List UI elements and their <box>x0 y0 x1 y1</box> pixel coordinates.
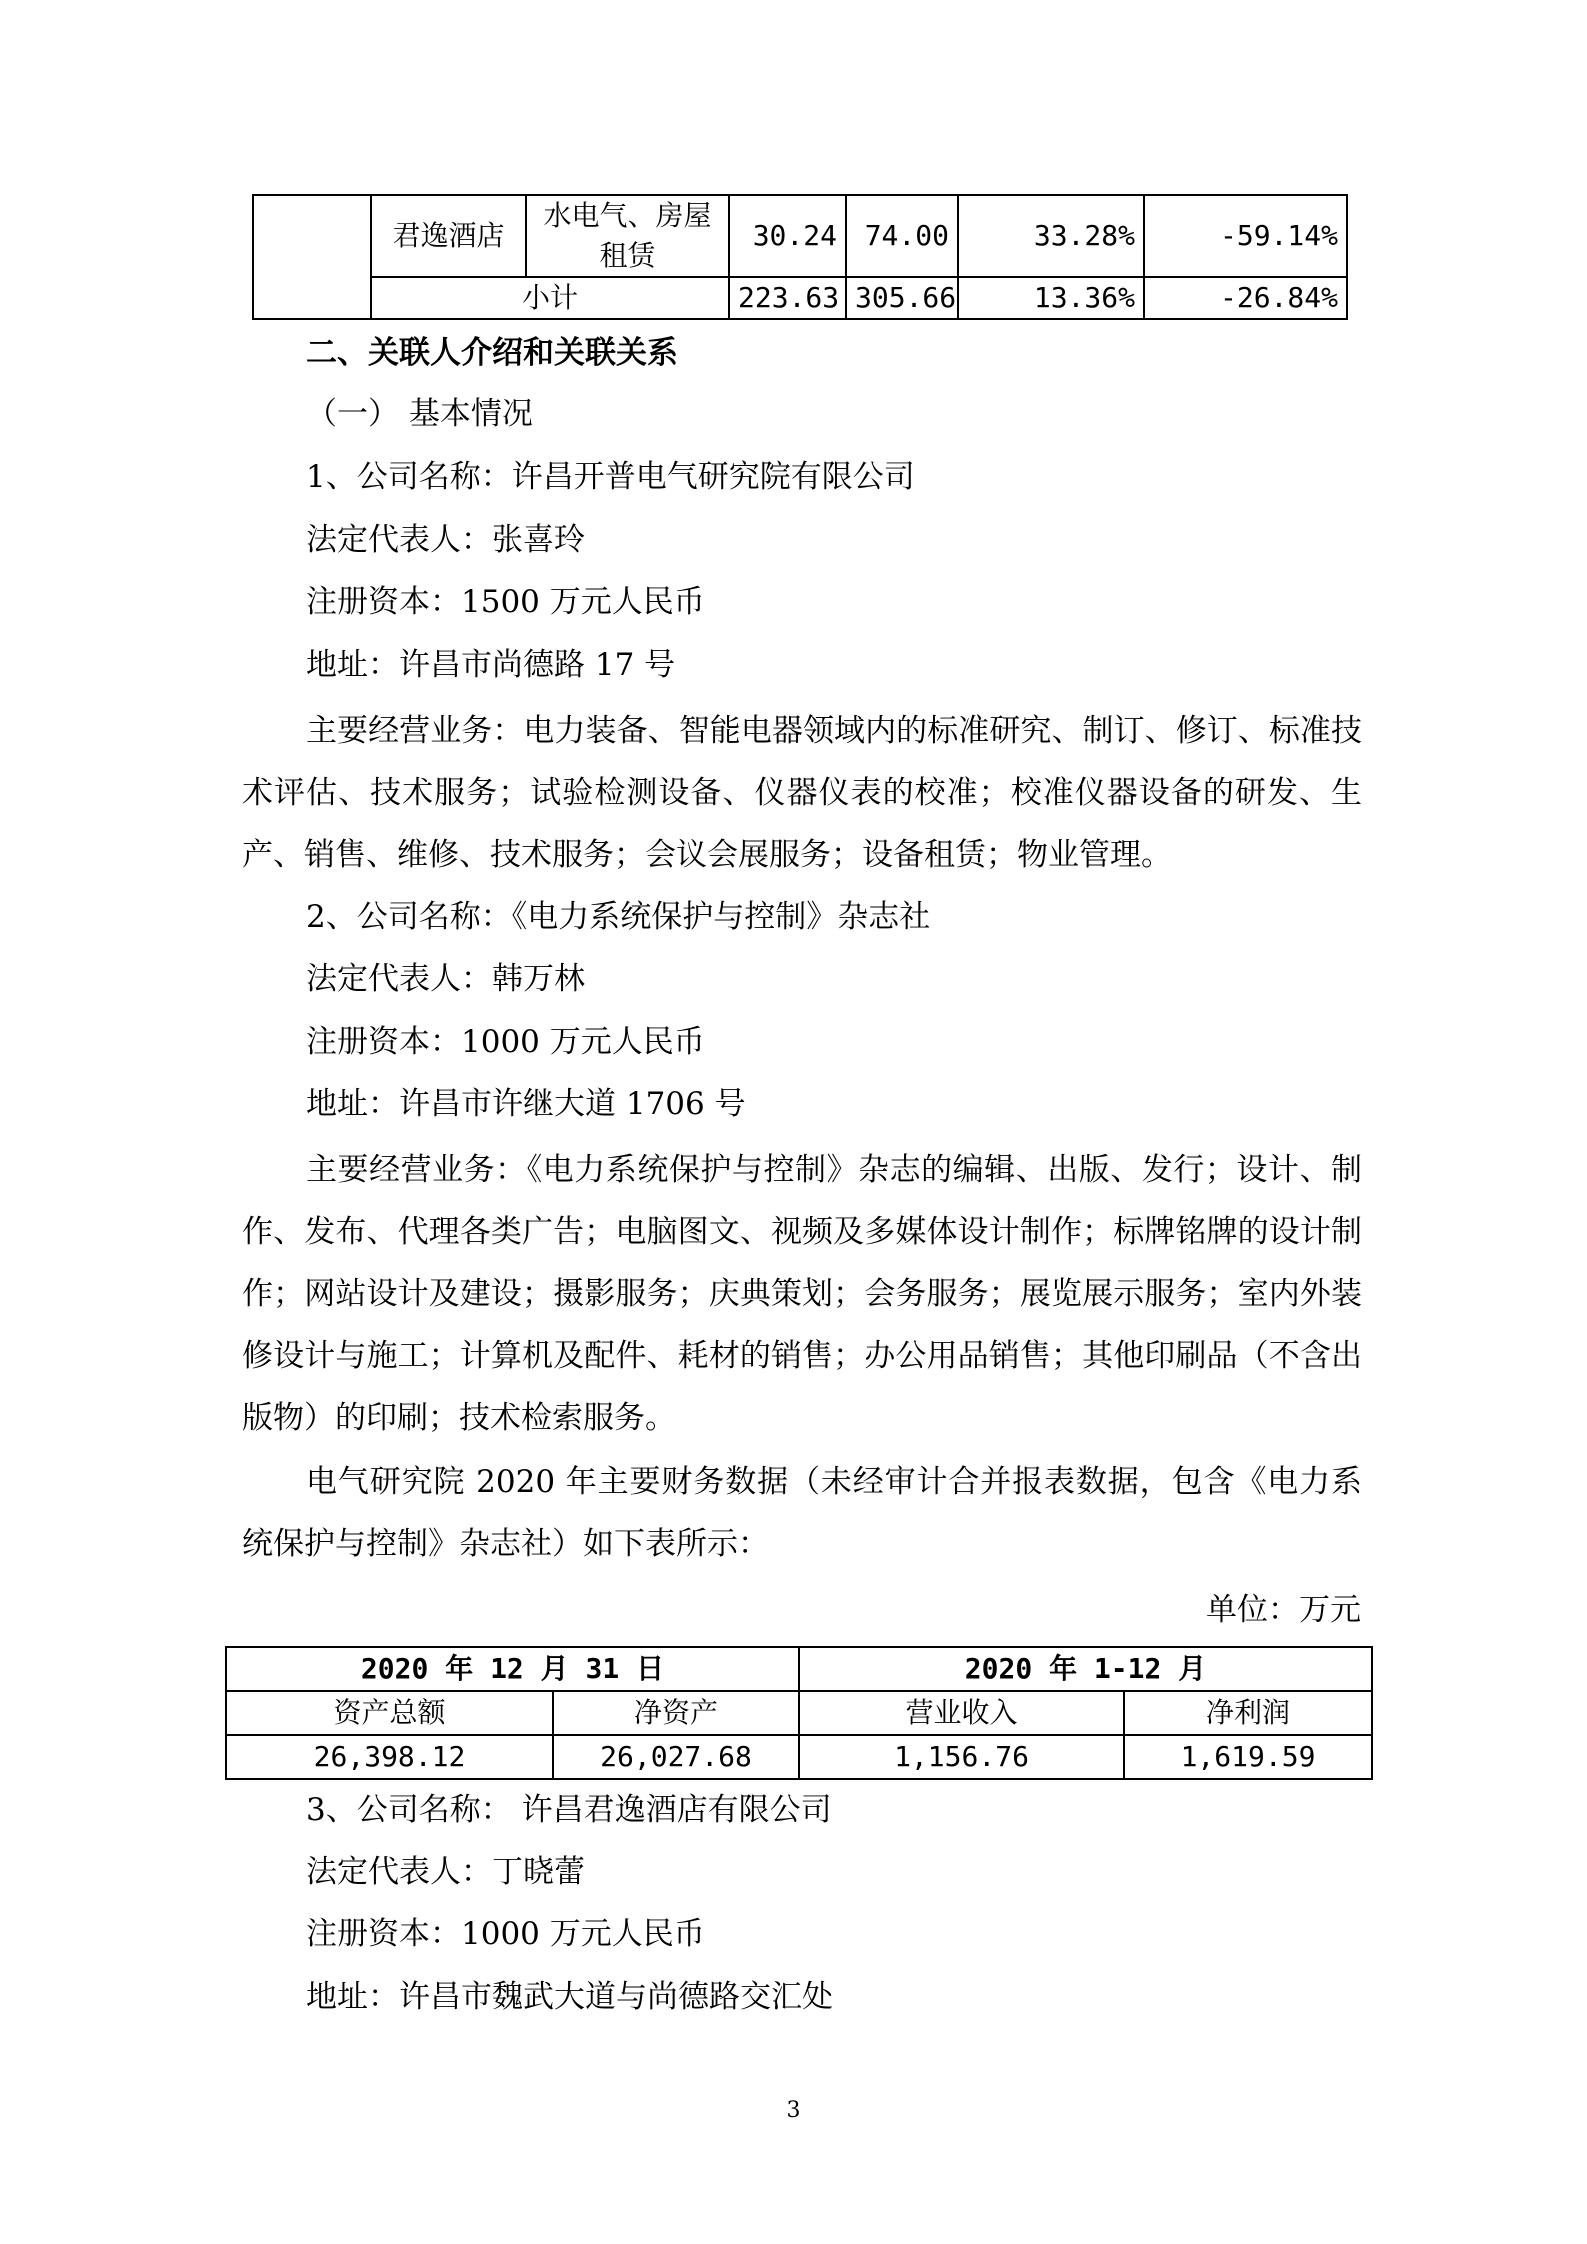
table-row <box>226 1647 1372 1691</box>
table-cell: 1,156.76 <box>799 1735 1124 1779</box>
period-header: 2020 年 12 月 31 日 <box>226 1647 799 1691</box>
table-cell <box>253 195 371 319</box>
table-row <box>226 1735 1372 1779</box>
table-cell: 305.66 <box>846 277 958 319</box>
table-cell: 君逸酒店 <box>371 195 526 277</box>
company2-business: 主要经营业务：《电力系统保护与控制》杂志的编辑、出版、发行；设计、制作、发布、代理各类广告；电脑图文、视频及多媒体设计制作；标牌铭牌的设计制作；网站设计及建设；摄影服务；庆典策划；会务服务；展览展示服务；室内外装修设计与施工；计算机及配件、耗材的销售；办公用品销售；其他印刷品（不含出版物）的印刷；技术检索服务。 <box>242 1152 1362 1436</box>
company1-address: 地址：许昌市尚德路 17 号 <box>306 647 676 683</box>
table-cell: 74.00 <box>846 195 958 277</box>
company1-rep: 法定代表人：张喜玲 <box>306 522 585 558</box>
company2-name: 2、公司名称：《电力系统保护与控制》杂志社 <box>306 899 931 935</box>
table-cell: -26.84% <box>1144 277 1347 319</box>
column-header: 净利润 <box>1124 1691 1372 1735</box>
finance-intro: 电气研究院 2020 年主要财务数据（未经审计合并报表数据，包含《电力系统保护与控制》杂志社）如下表所示： <box>242 1464 1362 1562</box>
table-cell: 26,398.12 <box>226 1735 553 1779</box>
table-cell: -59.14% <box>1144 195 1347 277</box>
column-header: 资产总额 <box>226 1691 553 1735</box>
table-cell: 水电气、房屋租赁 <box>526 195 729 277</box>
company1-business: 主要经营业务：电力装备、智能电器领域内的标准研究、制订、修订、标准技术评估、技术服务；试验检测设备、仪器仪表的校准；校准仪器设备的研发、生产、销售、维修、技术服务；会议会展服务；设备租赁；物业管理。 <box>242 713 1362 873</box>
company3-capital: 注册资本：1000 万元人民币 <box>306 1916 705 1952</box>
related-transactions-table <box>252 194 1348 320</box>
table-cell: 33.28% <box>958 195 1144 277</box>
subtotal-label: 小计 <box>371 277 729 319</box>
section-title: 二、关联人介绍和关联关系 <box>306 335 678 371</box>
company2-rep: 法定代表人：韩万林 <box>306 961 585 997</box>
subsection-title: （一） 基本情况 <box>306 396 533 432</box>
company3-address: 地址：许昌市魏武大道与尚德路交汇处 <box>306 1979 833 2015</box>
table-cell: 26,027.68 <box>553 1735 799 1779</box>
table-cell: 223.63 <box>729 277 846 319</box>
company1-capital: 注册资本：1500 万元人民币 <box>306 584 705 620</box>
company3-name: 3、公司名称： 许昌君逸酒店有限公司 <box>306 1792 832 1828</box>
table-row <box>253 195 1347 277</box>
column-header: 净资产 <box>553 1691 799 1735</box>
period-header: 2020 年 1-12 月 <box>799 1647 1372 1691</box>
company3-rep: 法定代表人：丁晓蕾 <box>306 1854 585 1890</box>
table-cell: 30.24 <box>729 195 846 277</box>
company2-capital: 注册资本：1000 万元人民币 <box>306 1024 705 1060</box>
column-header: 营业收入 <box>799 1691 1124 1735</box>
page-number: 3 <box>786 2098 801 2123</box>
table-row <box>253 277 1347 319</box>
unit-label: 单位：万元 <box>1206 1592 1361 1628</box>
table-row <box>226 1691 1372 1735</box>
company2-address: 地址：许昌市许继大道 1706 号 <box>306 1086 746 1122</box>
table-cell: 13.36% <box>958 277 1144 319</box>
table-cell: 1,619.59 <box>1124 1735 1372 1779</box>
financial-data-table <box>225 1646 1373 1780</box>
company1-name: 1、公司名称：许昌开普电气研究院有限公司 <box>306 459 915 495</box>
